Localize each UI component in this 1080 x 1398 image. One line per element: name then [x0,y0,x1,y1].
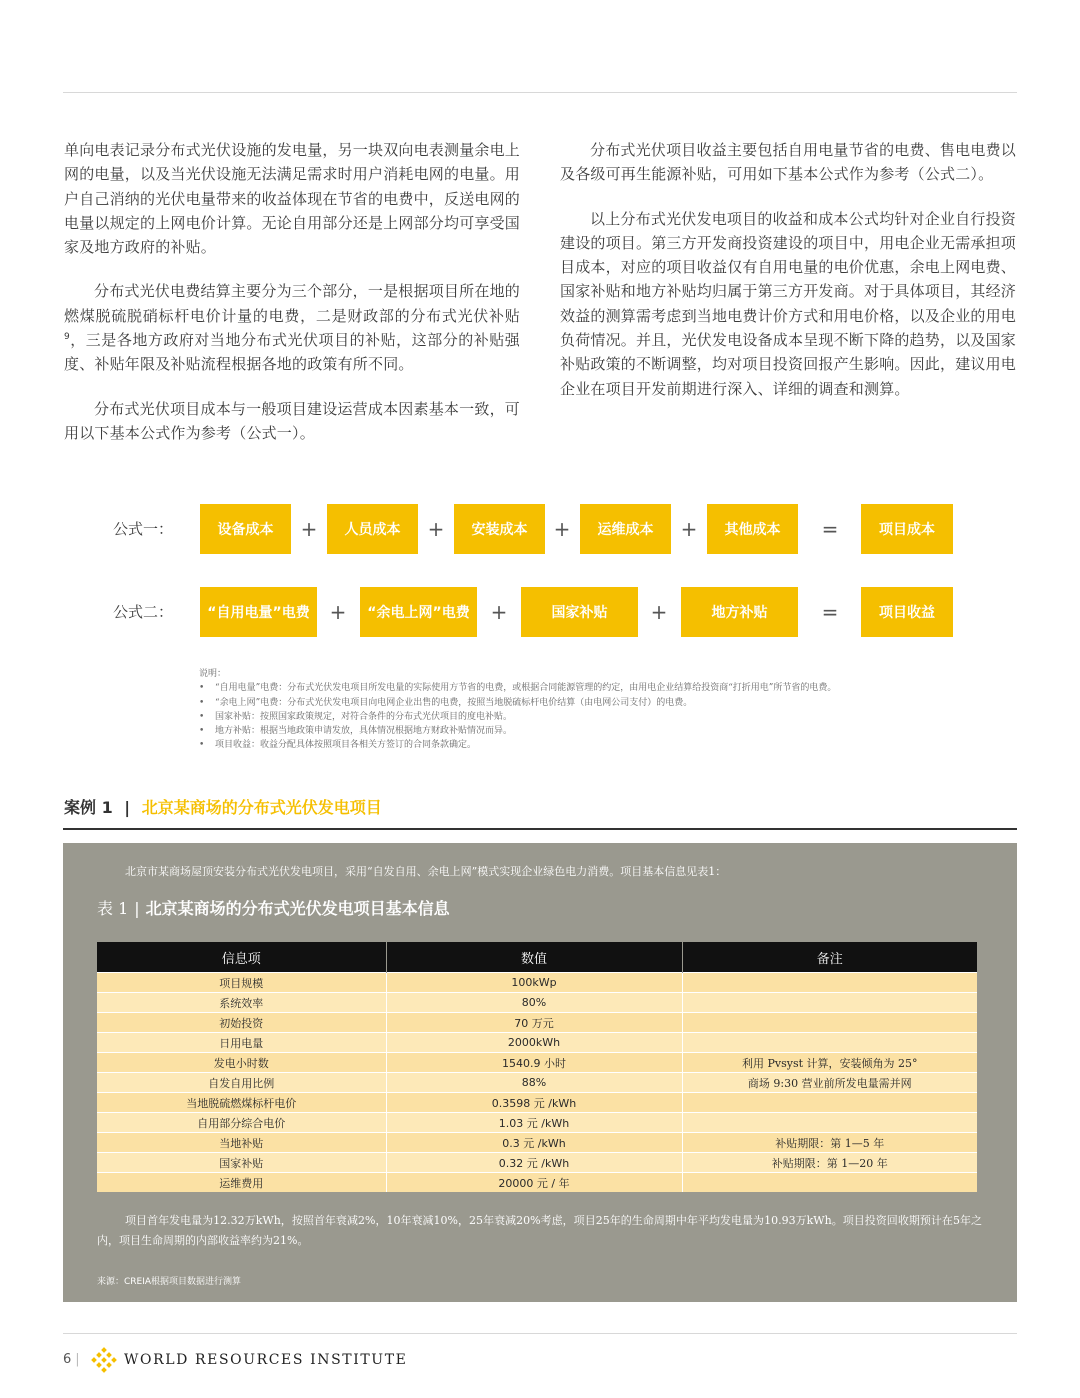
note-item: • 国家补贴：按照国家政策规定，对符合条件的分布式光伏项目的度电补贴。 [199,710,836,724]
cell-item: 自发自用比例 [97,1073,386,1093]
formula-term: 其他成本 [707,504,798,554]
cell-item: 系统效率 [97,993,386,1013]
plus-sign: + [680,517,698,541]
table-title-text: 北京某商场的分布式光伏发电项目基本信息 [145,899,450,918]
plus-sign: + [490,600,508,624]
cell-note: 利用 Pvsyst 计算，安装倾角为 25° [682,1053,977,1073]
plus-sign: + [650,600,668,624]
table-row [97,1013,977,1033]
info-table [97,942,977,1192]
formula-notes [199,667,836,753]
source-note: 来源：CREIA根据项目数据进行测算 [97,1277,242,1287]
cell-item: 项目规模 [97,973,386,993]
table-row [97,1053,977,1073]
cell-item: 自用部分综合电价 [97,1113,386,1133]
footnote-ref[interactable]: 9 [64,332,70,343]
cell-value: 1540.9 小时 [386,1053,682,1073]
cell-value: 0.3598 元 /kWh [386,1093,682,1113]
cell-value: 0.32 元 /kWh [386,1153,682,1173]
footer-divider [63,1333,1017,1334]
formula-term: 国家补贴 [521,587,638,637]
table-prefix: 表 1 [97,899,129,918]
formula-term: “自用电量”电费 [200,587,317,637]
plus-sign: + [300,517,318,541]
cell-value: 2000kWh [386,1033,682,1053]
table-row [97,1033,977,1053]
equals-sign: = [821,517,839,541]
case-intro: 北京市某商场屋顶安装分布式光伏发电项目，采用“自发自用、余电上网”模式实现企业绿色电力消费。项目基本信息见表1： [125,865,727,878]
cell-note [682,1113,977,1133]
cell-note [682,993,977,1013]
note-item: • 项目收益：收益分配具体按照项目各相关方签订的合同条款确定。 [199,738,836,752]
paragraph: 分布式光伏项目成本与一般项目建设运营成本因素基本一致，可用以下基本公式作为参考（公式一）。 [64,399,520,442]
page-number: 6 | [63,1352,80,1367]
wri-logo-icon [91,1347,117,1373]
cell-note [682,1093,977,1113]
cell-value: 100kWp [386,973,682,993]
plus-sign: + [329,600,347,624]
right-column [560,138,1016,421]
cell-item: 当地补贴 [97,1133,386,1153]
cell-note [682,1033,977,1053]
paragraph: 分布式光伏电费结算主要分为三个部分，一是根据项目所在地的燃煤脱硫脱硝标杆电价计量的电费，二是财政部的分布式光伏补贴$^9$，三是各地方政府对当地分布式光伏项目的补贴，这部分的补贴强度、补贴年限及补贴流程根据各地的政策有所不同。 [64,282,520,374]
cell-item: 当地脱硫燃煤标杆电价 [97,1093,386,1113]
cell-note: 商场 9:30 营业前所发电量需并网 [682,1073,977,1093]
formula-1-label: 公式一： [113,520,174,538]
table-row [97,1133,977,1153]
brand-name: WORLD RESOURCES INSTITUTE [124,1352,408,1368]
note-item: • “自用电量”电费：分布式光伏发电项目所发电量的实际使用方节省的电费，或根据合同能源管理的约定，由用电企业结算给投资商“打折用电”所节省的电费。 [199,681,836,695]
case-summary: 项目首年发电量为12.32万kWh，按照首年衰减2%，10年衰减10%，25年衰减20%考虑，项目25年的生命周期中年平均发电量为10.93万kWh。项目投资回收期预计在5年之内，项目生命周期的内部收益率约为21%。 [97,1214,982,1247]
table-row [97,1153,977,1173]
table-title [97,896,450,919]
case-heading [64,795,382,818]
table-row [97,1073,977,1093]
table-row [97,1173,977,1193]
cell-item: 日用电量 [97,1033,386,1053]
cell-item: 发电小时数 [97,1053,386,1073]
formula-term: “余电上网”电费 [360,587,477,637]
case-prefix: 案例 1 [64,798,113,817]
case-title: 北京某商场的分布式光伏发电项目 [141,798,382,817]
cell-item: 运维费用 [97,1173,386,1193]
table-row [97,1113,977,1133]
paragraph: 以上分布式光伏发电项目的收益和成本公式均针对企业自行投资建设的项目。第三方开发商投资建设的项目中，用电企业无需承担项目成本，对应的项目收益仅有自用电量的电价优惠，余电上网电费、国家补贴和地方补贴均归属于第三方开发商。对于具体项目，其经济效益的测算需考虑到当地电费计价方式和用电价格，以及企业的用电负荷情况。并且，光伏发电设备成本呈现不断下降的趋势，以及国家补贴政策的不断调整，均对项目投资回报产生影响。因此，建议用电企业在项目开发前期进行深入、详细的调查和测算。 [560,209,1017,398]
formula-result: 项目收益 [861,587,953,637]
formula-term: 设备成本 [200,504,291,554]
case-separator: | [124,798,131,817]
cell-note [682,973,977,993]
left-column [64,138,520,465]
cell-note: 补贴期限：第 1—20 年 [682,1153,977,1173]
cell-value: 88% [386,1073,682,1093]
paragraph: 单向电表记录分布式光伏设施的发电量，另一块双向电表测量余电上网的电量，以及当光伏设施无法满足需求时用户消耗电网的电量。用户自己消纳的光伏电量带来的收益体现在节省的电费中，反送电网的电量以规定的上网电价计算。无论自用部分还是上网部分均可享受国家及地方政府的补贴。 [64,141,521,257]
paragraph: 分布式光伏项目收益主要包括自用电量节省的电费、售电电费以及各级可再生能源补贴，可用如下基本公式作为参考（公式二）。 [560,141,1016,184]
equals-sign: = [821,600,839,624]
header-divider [63,92,1017,93]
case-panel [63,843,1017,1302]
cell-note: 补贴期限：第 1—5 年 [682,1133,977,1153]
note-item: • “余电上网”电费：分布式光伏发电项目向电网企业出售的电费，按照当地脱硫标杆电价结算（由电网公司支付）的电费。 [199,696,836,710]
table-separator: | [134,899,140,918]
cell-item: 国家补贴 [97,1153,386,1173]
cell-value: 20000 元 / 年 [386,1173,682,1193]
table-row [97,1093,977,1113]
column-header: 备注 [682,942,977,973]
formula-2-label: 公式二： [113,603,174,621]
cell-note [682,1013,977,1033]
table-row [97,973,977,993]
table-header-row [97,942,977,973]
cell-item: 初始投资 [97,1013,386,1033]
cell-value: 80% [386,993,682,1013]
formula-term: 人员成本 [327,504,418,554]
note-item: • 地方补贴：根据当地政策申请发放，具体情况根据地方财政补贴情况而异。 [199,724,836,738]
case-divider [63,828,1017,830]
plus-sign: + [553,517,571,541]
formula-term: 运维成本 [580,504,671,554]
formula-result: 项目成本 [861,504,953,554]
plus-sign: + [427,517,445,541]
cell-note [682,1173,977,1193]
formula-term: 地方补贴 [681,587,798,637]
column-header: 数值 [386,942,682,973]
cell-value: 0.3 元 /kWh [386,1133,682,1153]
column-header: 信息项 [97,942,386,973]
notes-title: 说明： [199,669,227,679]
cell-value: 70 万元 [386,1013,682,1033]
cell-value: 1.03 元 /kWh [386,1113,682,1133]
formula-term: 安装成本 [454,504,545,554]
table-row [97,993,977,1013]
